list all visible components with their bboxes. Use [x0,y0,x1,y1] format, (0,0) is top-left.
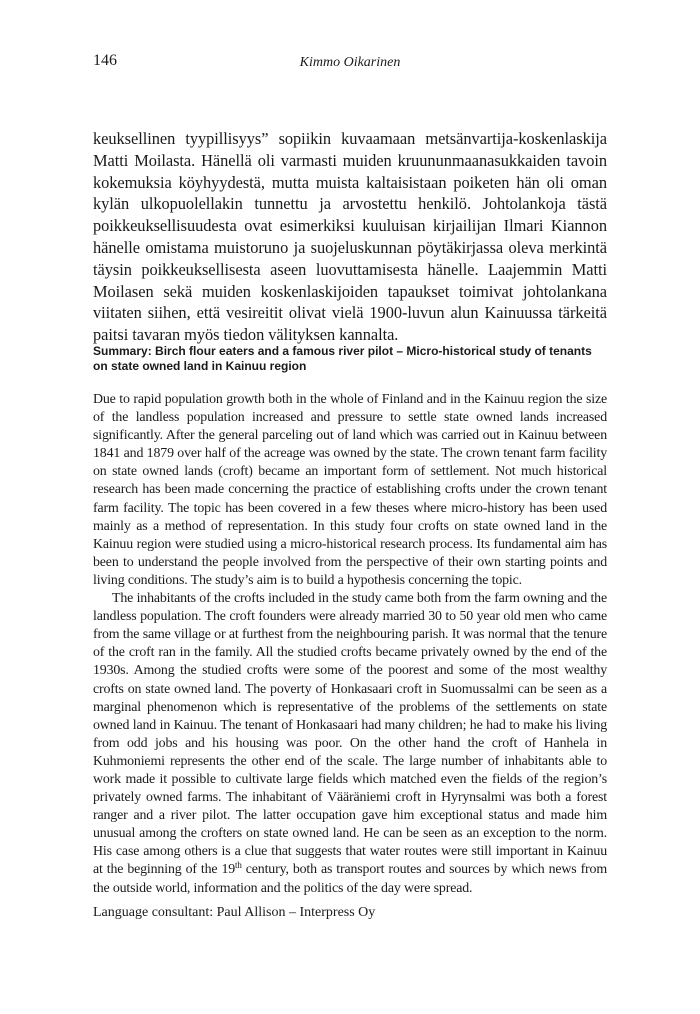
page-number: 146 [93,52,117,69]
summary-paragraph-1: Due to rapid population growth both in the whole of Finland and in the Kainuu region the size of the landless population increased and pressure to settle state owned lands increased significantly. After the general parceling out of land which was carried out in Kainuu between 1841 and 1879 over half of the acreage was owned by the state. The crown tenant farm facility on state owned lands (croft) became an important form of settlement. Not much historical research has been made concerning the practice of establishing crofts under the crown tenant farm facility. The topic has been covered in a few theses where micro-history has been used mainly as a method of representation. In this study four crofts on state owned land in the Kainuu region were studied using a micro-historical research process. Its fundamental aim has been to understand the people involved from the perspective of their own starting points and living conditions. The study’s aim is to build a hypothesis concerning the topic. [93,392,607,588]
finnish-paragraph: keuksellinen tyypillisyys” sopiikin kuvaamaan metsänvartija-koskenlaskija Matti Moilasta. Hänellä oli varmasti muiden kruununmaanasukkaiden tavoin kokemuksia köyhyydestä, mutta muista kaltaisistaan poiketen hän oli oman kylän ulkopuolellakin tunnettu ja arvostettu henkilö. Johtolankoja tästä poikkeuksellisuudesta ovat esimerkiksi kuuluisan kirjailijan Ilmari Kiannon hänelle omistama muistoruno ja suojeluskunnan pöytäkirjassa oleva merkintä täysin poikkeuksellisesta aseen luovuttamisesta hänelle. Laajemmin Matti Moilasen sekä muiden koskenlaskijoiden tapaukset toimivat johtolankana viitaten siihen, että vesireitit olivat vielä 1900-luvun alun Kainuussa tärkeitä paitsi tavaran myös tiedon välityksen kannalta. [93,129,607,345]
language-consultant-note: Language consultant: Paul Allison – Interpress Oy [93,905,376,920]
summary-paragraph-2 [93,590,607,898]
running-head: Kimmo Oikarinen [299,55,401,70]
ordinal-superscript: th [235,860,242,871]
summary-body [93,391,607,898]
summary-heading: Summary: Birch flour eaters and a famous river pilot – Micro-historical study of tenants on state owned land in Kainuu region [93,344,592,373]
summary-paragraph-2-end: century, both as transport routes and sources by which news from the outside world, information and the politics of the day were spread. [93,862,607,896]
summary-paragraph-2-text: The inhabitants of the crofts included in the study came both from the farm owning and the landless population. The croft founders were already married 30 to 50 year old men who came from the same village or at furthest from the neighbouring parish. It was normal that the tenure of the croft ran in the family. All the studied crofts became privately owned by the end of the 1930s. Among the studied crofts were some of the poorest and some of the most wealthy crofts on state owned land. The poverty of Honkasaari croft in Suomussalmi can be seen as a marginal phenomenon which is representative of the problems of the settlements on state owned land in Kainuu. The tenant of Honkasaari had many children; he had to make his living from odd jobs and his housing was poor. On the other hand the croft of Hanhela in Kuhmoniemi represents the other end of the scale. The large number of inhabitants able to work made it possible to cultivate large fields which matched even the fields of the region’s privately owned farms. The inhabitant of Vääräniemi croft in Hyrynsalmi was both a forest ranger and a river pilot. The latter occupation gave him exceptional status and made him unusual among the crofters on state owned land. He can be seen as an exception to the norm. His case among others is a clue that suggests that water routes were still important in Kainuu at the beginning of the 19 [93,591,607,878]
